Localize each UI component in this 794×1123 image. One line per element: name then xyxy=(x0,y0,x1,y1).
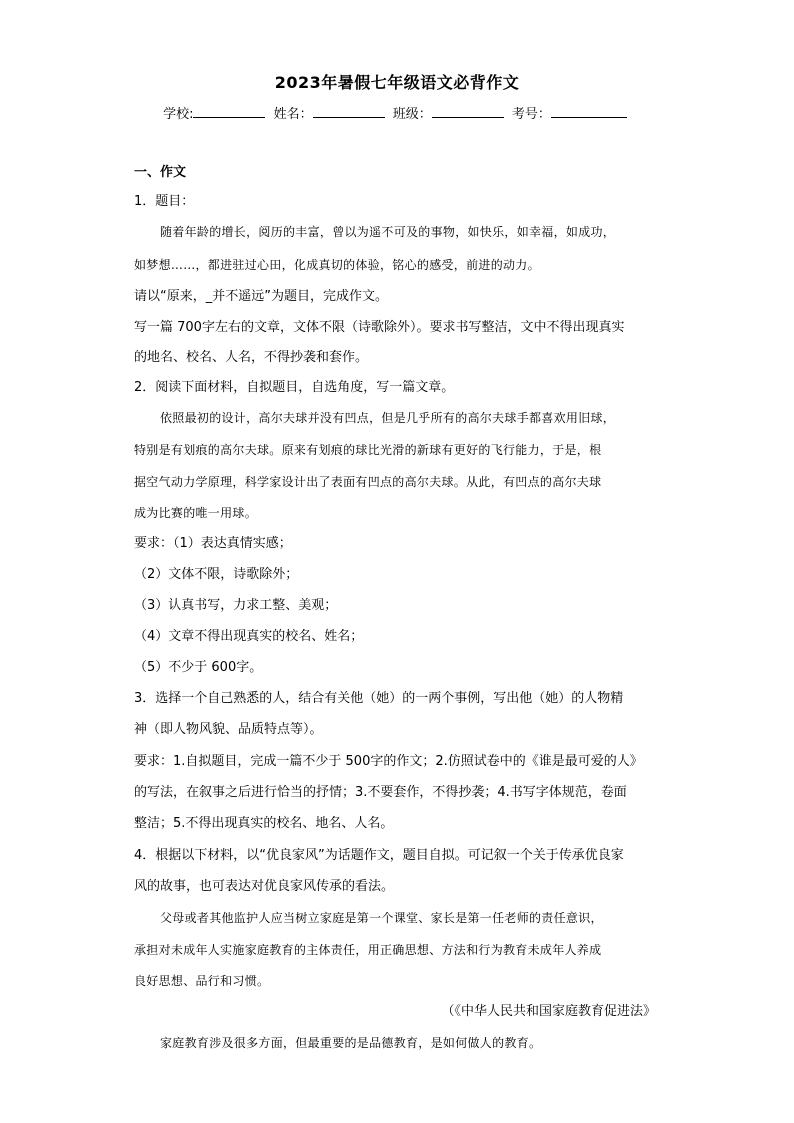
q2-material-line: 特别是有划痕的高尔夫球。原来有划痕的球比光滑的新球有更好的飞行能力，于是，根 xyxy=(134,443,602,457)
exam-no-label: 考号： xyxy=(511,107,551,122)
question-2-heading: 2．阅读下面材料，自拟题目，自选角度，写一篇文章。 xyxy=(134,380,455,395)
school-field[interactable] xyxy=(193,105,265,118)
student-info-row xyxy=(0,103,794,122)
q1-requirement-line: 写一篇 700字左右的文章，文体不限（诗歌除外）。要求书写整洁，文中不得出现真实 xyxy=(134,320,625,335)
q2-material-line: 成为比赛的唯一用球。 xyxy=(134,506,258,520)
question-4-line: 风的故事，也可表达对优良家风传承的看法。 xyxy=(134,879,395,894)
question-3-line: 神（即人物风貌、品质特点等）。 xyxy=(134,722,323,737)
q2-requirement: （5）不少于 600字。 xyxy=(134,660,263,675)
q2-material-line: 据空气动力学原理，科学家设计出了表面有凹点的高尔夫球。从此，有凹点的高尔夫球 xyxy=(134,475,602,489)
q2-requirement: （4）文章不得出现真实的校名、姓名； xyxy=(134,629,364,644)
page-title: 2023年暑假七年级语文必背作文 xyxy=(274,73,520,92)
q3-requirement-line: 整洁；5.不得出现真实的校名、地名、人名。 xyxy=(134,816,394,831)
class-label: 班级： xyxy=(392,107,432,122)
q2-requirement: （2）文体不限，诗歌除外； xyxy=(134,567,299,582)
q2-material-line: 依照最初的设计，高尔夫球并没有凹点，但是几乎所有的高尔夫球手都喜欢用旧球， xyxy=(160,411,616,425)
q4-material-line: 家庭教育涉及很多方面，但最重要的是品德教育，是如何做人的教育。 xyxy=(160,1036,542,1050)
q4-material-line: 承担对未成年人实施家庭教育的主体责任，用正确思想、方法和行为教育未成年人养成 xyxy=(134,943,602,957)
q1-prompt: 请以“原来，_并不遥远”为题目，完成作文。 xyxy=(134,289,388,304)
q3-requirement-line: 要求：1.自拟题目，完成一篇不少于 500字的作文；2.仿照试卷中的《谁是最可爱的人》 xyxy=(134,754,643,769)
question-4-line: 4．根据以下材料，以“优良家风”为话题作文，题目自拟。可记叙一个关于传承优良家 xyxy=(134,848,624,863)
question-3-line: 3．选择一个自己熟悉的人，结合有关他（她）的一两个事例，写出他（她）的人物精 xyxy=(134,691,624,706)
q2-requirement: 要求：（1）表达真情实感； xyxy=(134,536,292,551)
class-field[interactable] xyxy=(432,105,504,118)
name-label: 姓名： xyxy=(273,107,313,122)
q1-material-line: 如梦想……，都进驻过心田，化成真切的体验，铭心的感受，前进的动力。 xyxy=(134,258,540,272)
q2-requirement: （3）认真书写，力求工整、美观； xyxy=(134,598,338,613)
section-heading: 一、作文 xyxy=(134,165,187,180)
q4-source-citation: （《中华人民共和国家庭教育促进法》 xyxy=(441,1004,656,1019)
q4-material-line: 父母或者其他监护人应当树立家庭是第一个课堂、家长是第一任老师的责任意识， xyxy=(160,911,603,925)
exam-no-field[interactable] xyxy=(551,105,627,118)
name-field[interactable] xyxy=(313,105,385,118)
question-1-heading: 1．题目： xyxy=(134,194,195,209)
q1-requirement-line: 的地名、校名、人名，不得抄袭和套作。 xyxy=(134,350,369,365)
q1-material-line: 随着年龄的增长，阅历的丰富，曾以为遥不可及的事物，如快乐，如幸福，如成功， xyxy=(160,225,616,239)
q4-material-line: 良好思想、品行和习惯。 xyxy=(134,974,270,988)
school-label: 学校: xyxy=(163,107,194,122)
q3-requirement-line: 的写法，在叙事之后进行恰当的抒情；3.不要套作，不得抄袭；4.书写字体规范，卷面 xyxy=(134,785,627,800)
